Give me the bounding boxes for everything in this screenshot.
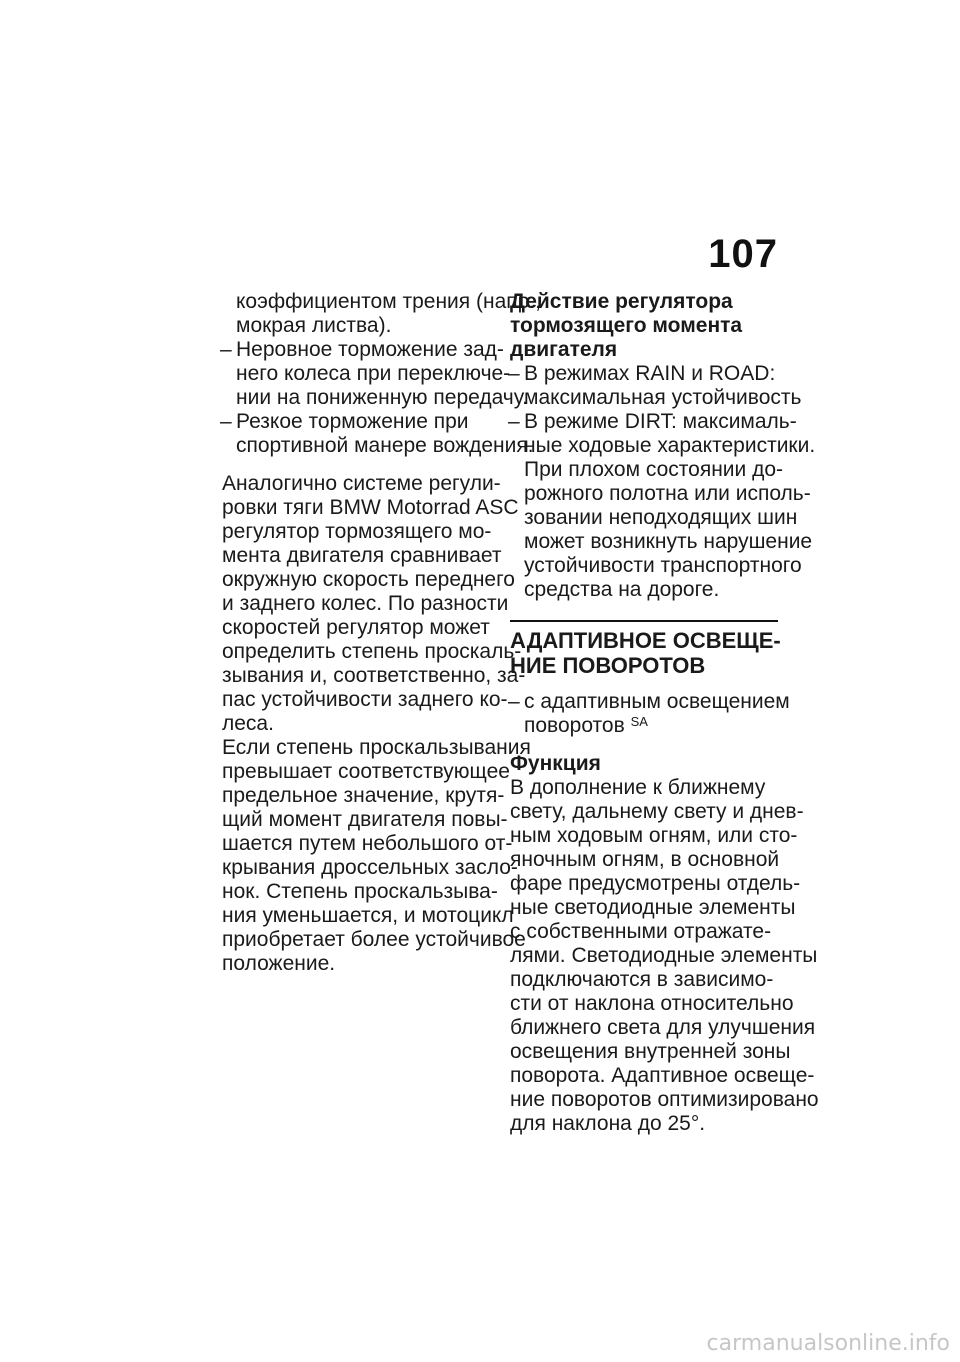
text-line: щий момент двигателя повы- <box>222 808 508 831</box>
text-line: скоростей регулятор может <box>222 616 490 639</box>
text-line: приобретает более устойчивое <box>222 928 526 951</box>
text-line: зовании неподходящих шин <box>524 506 798 529</box>
text-line: регулятор тормозящего мо- <box>222 520 492 543</box>
text-line: ные светодиодные элементы <box>510 896 796 919</box>
text-line: спортивной манере вождения. <box>236 434 534 457</box>
special-equipment-marker: SA <box>630 714 648 729</box>
text-line: поворота. Адаптивное освеще- <box>510 1064 815 1087</box>
text-line: свету, дальнему свету и днев- <box>510 800 804 823</box>
text-line: сти от наклона относительно <box>510 992 794 1015</box>
text-line: подключаются в зависимо- <box>510 968 774 991</box>
text-line: нок. Степень проскальзыва- <box>222 880 498 903</box>
heading-line: двигателя <box>510 338 618 361</box>
text-line: положение. <box>222 952 336 975</box>
text-line: В дополнение к ближнему <box>510 776 766 799</box>
section-divider <box>510 620 778 622</box>
dash-bullet: – <box>220 338 232 361</box>
text-line: него колеса при переключе- <box>236 362 511 385</box>
heading-line: Действие регулятора <box>510 290 733 313</box>
text-line: лями. Светодиодные элементы <box>510 944 818 967</box>
text-line: Резкое торможение при <box>236 410 469 433</box>
paragraph <box>222 472 526 736</box>
text-line: ным ходовым огням, или сто- <box>510 824 798 847</box>
heading-line: АДАПТИВНОЕ ОСВЕЩЕ- <box>510 628 781 653</box>
text-line: предельное значение, крутя- <box>222 784 505 807</box>
text-line: ния уменьшается, и мотоцикл <box>222 904 514 927</box>
text-line: освещения внутренней зоны <box>510 1040 791 1063</box>
dash-bullet: – <box>220 410 232 433</box>
text-line: ближнего света для улучшения <box>510 1016 816 1039</box>
list-item <box>220 338 528 410</box>
text-line: средства на дороге. <box>524 578 720 601</box>
text-line: с адаптивным освещением <box>524 690 790 713</box>
text-line: пас устойчивости заднего ко- <box>222 688 508 711</box>
text-line: устойчивости транспортного <box>524 554 802 577</box>
text-line: рожного полотна или исполь- <box>524 482 811 505</box>
list-item <box>508 410 816 602</box>
list-item <box>220 410 534 458</box>
text-line: Аналогично системе регули- <box>222 472 501 495</box>
text-line: Если степень проскальзывания <box>222 736 531 759</box>
option-text: поворотов <box>524 714 625 737</box>
text-line: зывания и, соответственно, за- <box>222 664 526 687</box>
text-line: для наклона до 25°. <box>510 1112 706 1135</box>
text-line: ные ходовые характеристики. <box>524 434 816 457</box>
text-line: При плохом состоянии до- <box>524 458 784 481</box>
text-line: ровки тяги BMW Motorrad ASC <box>222 496 519 519</box>
heading-line: НИЕ ПОВОРОТОВ <box>510 653 706 678</box>
dash-bullet: – <box>508 410 520 433</box>
heading-line: тормозящего момента <box>510 314 743 337</box>
continuation-text <box>222 290 541 338</box>
list-item <box>508 690 790 738</box>
text-line: превышает соответствующее <box>222 760 510 783</box>
text-line: может возникнуть нарушение <box>524 530 813 553</box>
text-line: яночным огням, в основной <box>510 848 780 871</box>
text-line: нии на пониженную передачу. <box>236 386 528 409</box>
right-column <box>508 290 819 1136</box>
subsection-heading <box>510 290 782 362</box>
left-column <box>220 290 541 976</box>
text-line: шается путем небольшого от- <box>222 832 513 855</box>
text-line: ние поворотов оптимизировано <box>510 1088 819 1111</box>
section-title <box>510 628 782 678</box>
dash-bullet: – <box>508 362 520 385</box>
paragraph <box>222 736 531 976</box>
paragraph <box>510 776 819 1136</box>
list-item <box>508 362 802 410</box>
text-line: мента двигателя сравнивает <box>222 544 502 567</box>
dash-bullet: – <box>508 690 520 713</box>
text-line: фаре предусмотрены отдель- <box>510 872 801 895</box>
text-line: крывания дроссельных засло- <box>222 856 518 879</box>
subsection-heading: Функция <box>510 752 601 775</box>
text-line: окружную скорость переднего <box>222 568 515 591</box>
text-line <box>524 714 782 738</box>
text-line: максимальная устойчивость <box>524 386 802 409</box>
text-line: с собственными отражате- <box>510 920 772 943</box>
text-line: мокрая листва). <box>236 314 392 337</box>
text-line: Неровное торможение зад- <box>236 338 504 361</box>
text-line: определить степень проскаль- <box>222 640 522 663</box>
text-line: и заднего колес. По разности <box>222 592 509 615</box>
text-line: коэффициентом трения (напр., <box>236 290 541 313</box>
page-number: 107 <box>708 232 778 276</box>
text-line: В режиме DIRT: максималь- <box>524 410 797 433</box>
text-line: леса. <box>222 712 274 735</box>
text-line: В режимах RAIN и ROAD: <box>524 362 776 385</box>
watermark-footer: carmanualsonline.info <box>706 1331 950 1356</box>
